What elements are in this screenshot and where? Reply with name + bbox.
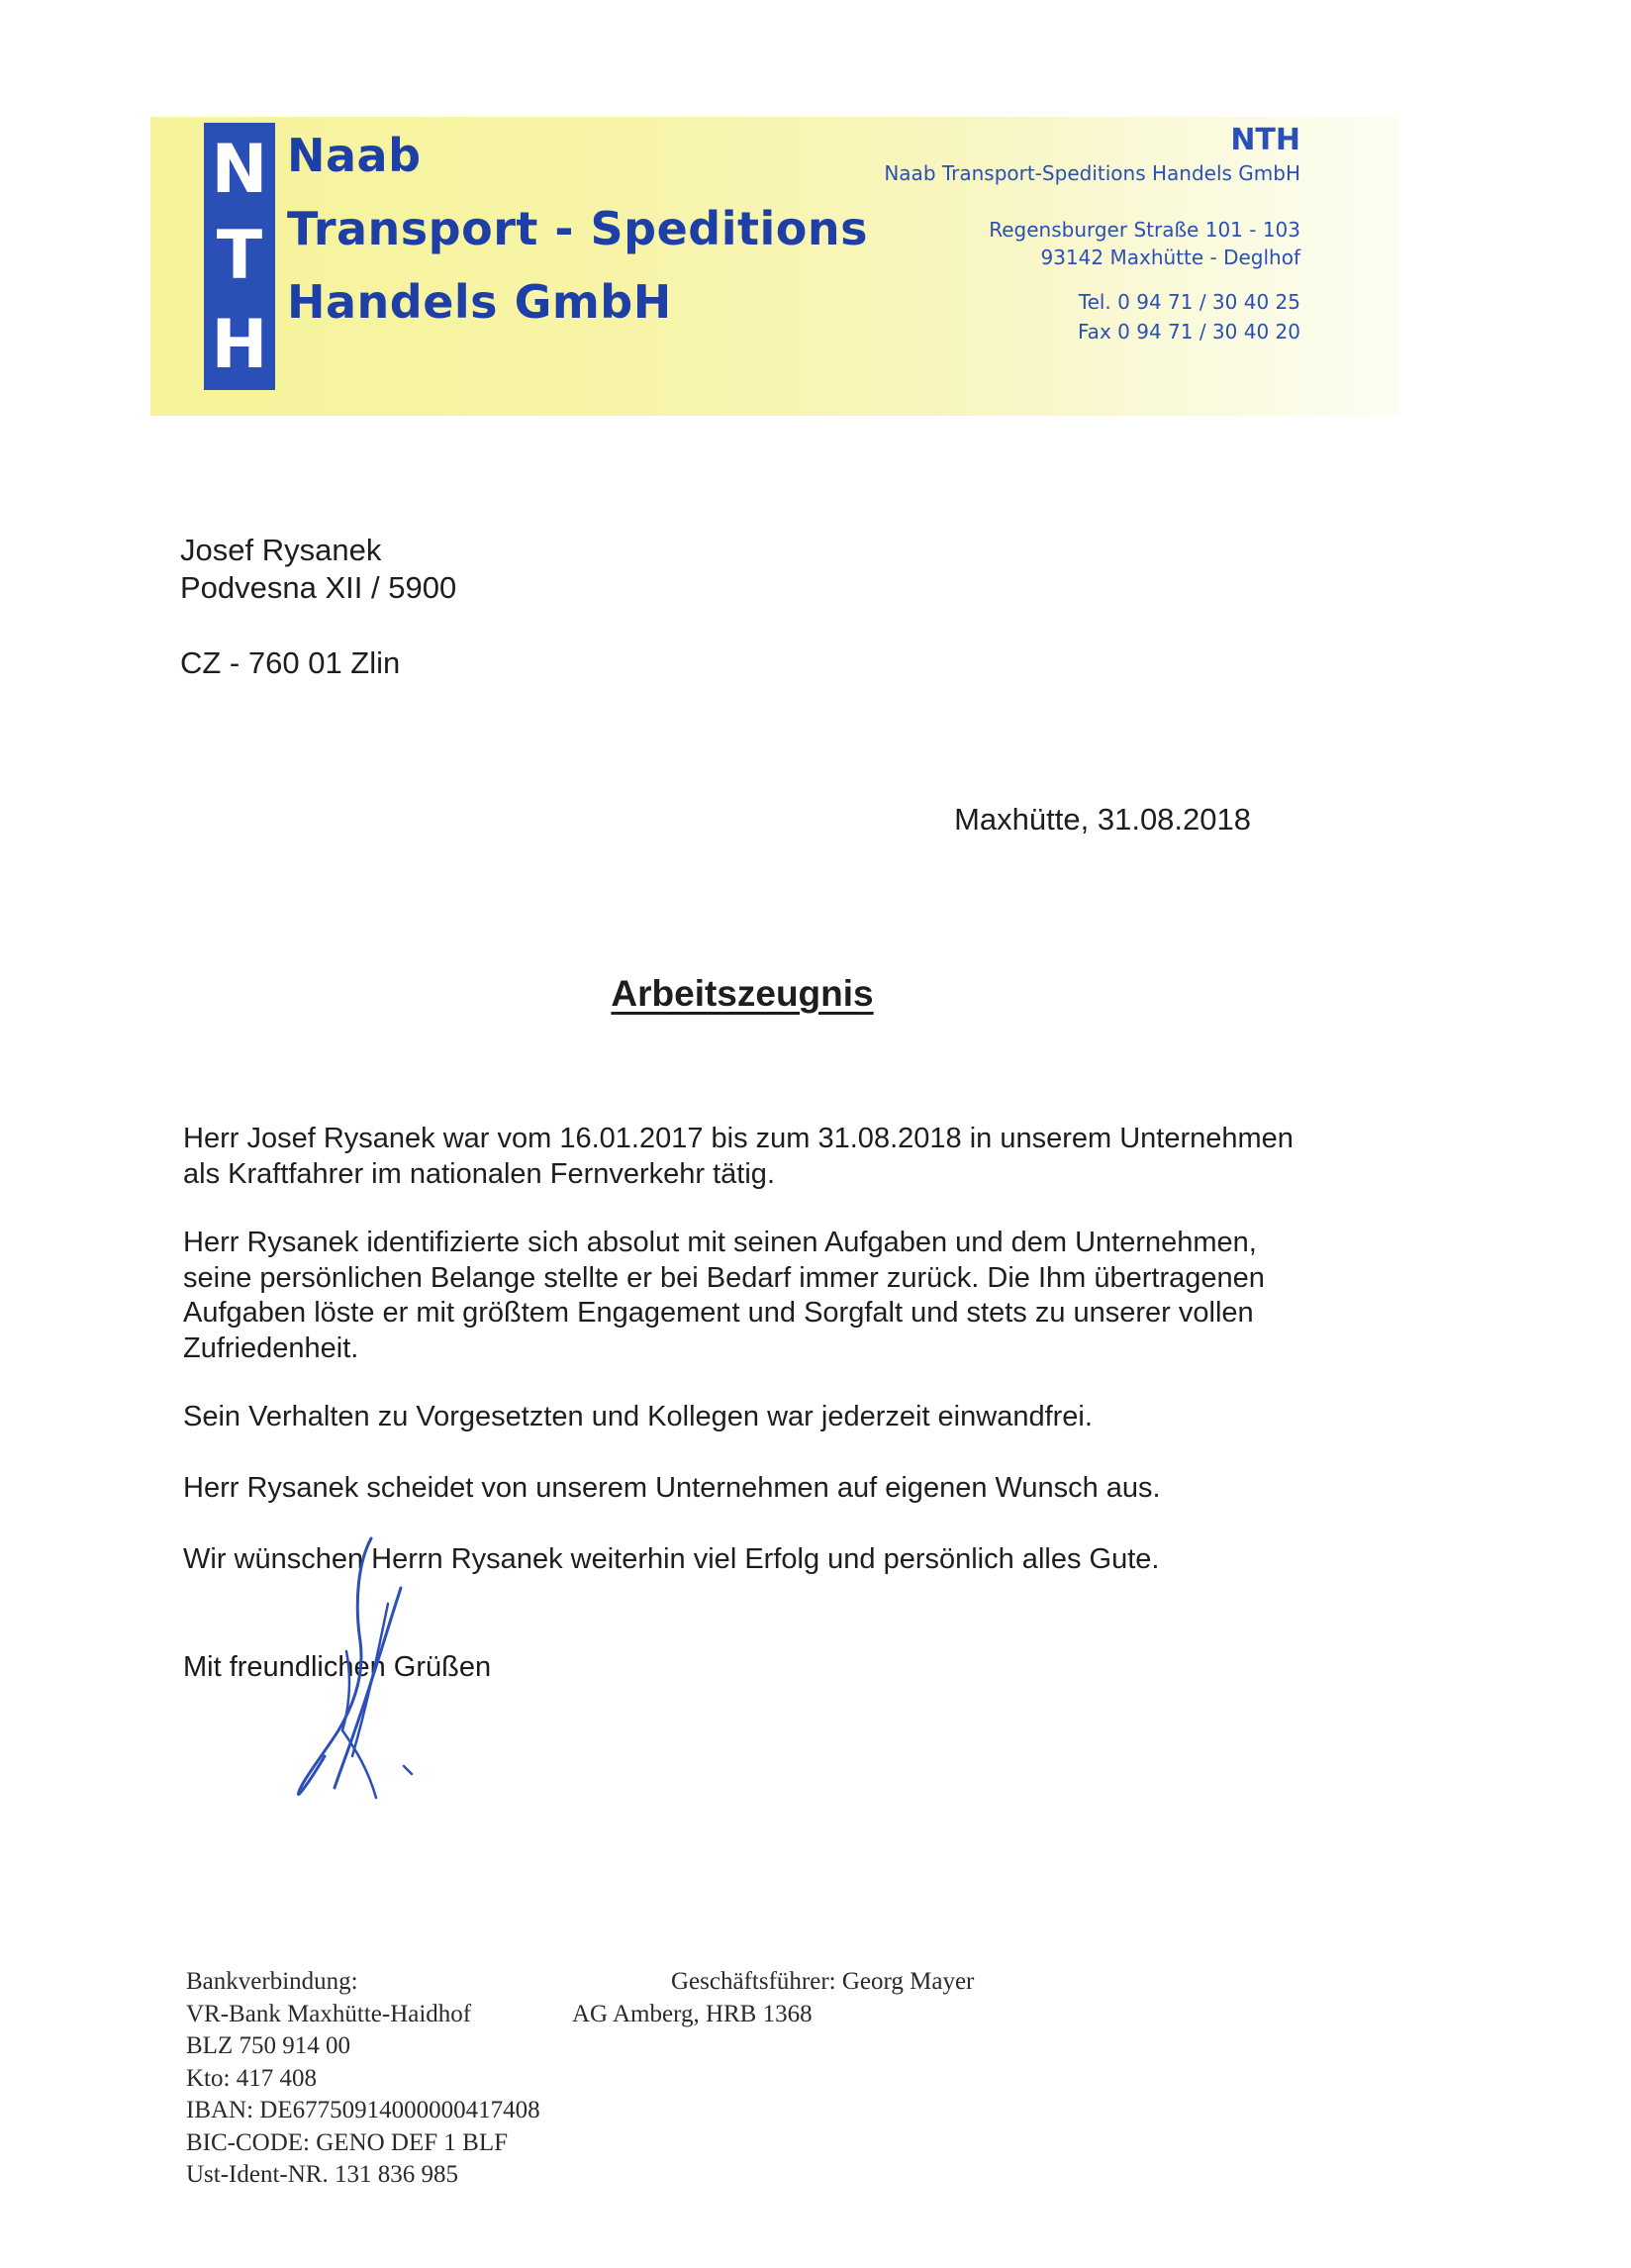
bank-bic: BIC-CODE: GENO DEF 1 BLF bbox=[186, 2128, 509, 2156]
recipient-name: Josef Rysanek bbox=[180, 533, 382, 567]
document-title: Arbeitszeugnis bbox=[611, 973, 874, 1014]
managing-director: Geschäftsführer: Georg Mayer bbox=[671, 1968, 975, 1995]
nth-logo bbox=[204, 123, 275, 390]
brand-line-handels: Handels GmbH bbox=[287, 275, 672, 329]
body-paragraph: Wir wünschen Herrn Rysanek weiterhin viel Erfolg und persönlich alles Gute. bbox=[183, 1543, 1160, 1575]
bank-account: Kto: 417 408 bbox=[186, 2064, 317, 2092]
letterhead bbox=[150, 117, 1399, 416]
body-paragraph: Herr Josef Rysanek war vom 16.01.2017 bis zum 31.08.2018 in unserem Unternehmen als Kraftfahrer im nationalen Fernverkehr tätig. bbox=[183, 1123, 1294, 1190]
bank-label: Bankverbindung: bbox=[186, 1968, 358, 1995]
recipient-street: Podvesna XII / 5900 bbox=[180, 570, 457, 605]
logo-letter-h: H bbox=[204, 301, 275, 390]
vat-id: Ust-Ident-NR. 131 836 985 bbox=[186, 2161, 458, 2188]
body-paragraph: Herr Rysanek identifizierte sich absolut mit seinen Aufgaben und dem Unternehmen, seine persönlichen Belange stellte er bei Bedarf immer zurück. Die Ihm übertragenen Aufgaben löste er mit größtem Engagement und Sorgfalt und stets zu unserer vollen Zufriedenheit. bbox=[183, 1227, 1265, 1364]
logo-letter-n: N bbox=[204, 123, 275, 212]
footer-bank-details bbox=[186, 1966, 540, 2192]
company-full-name: Naab Transport-Speditions Handels GmbH bbox=[884, 161, 1300, 185]
company-phone: Tel. 0 94 71 / 30 40 25 bbox=[1078, 290, 1300, 314]
company-street: Regensburger Straße 101 - 103 bbox=[989, 218, 1300, 242]
brand-line-naab: Naab bbox=[287, 129, 422, 182]
closing-line: Mit freundlichen Grüßen bbox=[183, 1651, 492, 1683]
commercial-register: AG Amberg, HRB 1368 bbox=[572, 2000, 813, 2027]
recipient-city: CZ - 760 01 Zlin bbox=[180, 645, 401, 680]
brand-line-transport: Transport - Speditions bbox=[287, 202, 868, 255]
company-contact-block bbox=[884, 123, 1300, 346]
company-short-name: NTH bbox=[1230, 123, 1300, 157]
place-date: Maxhütte, 31.08.2018 bbox=[954, 802, 1251, 837]
bank-iban: IBAN: DE67750914000000417408 bbox=[186, 2097, 540, 2123]
company-city: 93142 Maxhütte - Deglhof bbox=[1040, 246, 1300, 269]
bank-blz: BLZ 750 914 00 bbox=[186, 2032, 350, 2059]
logo-letter-t: T bbox=[204, 212, 275, 301]
bank-name: VR-Bank Maxhütte-Haidhof bbox=[186, 2000, 472, 2027]
body-paragraph: Herr Rysanek scheidet von unserem Unternehmen auf eigenen Wunsch aus. bbox=[183, 1472, 1161, 1504]
body-paragraph: Sein Verhalten zu Vorgesetzten und Kollegen war jederzeit einwandfrei. bbox=[183, 1401, 1093, 1432]
footer-company-registration bbox=[572, 1966, 974, 2030]
company-fax: Fax 0 94 71 / 30 40 20 bbox=[1078, 320, 1300, 344]
